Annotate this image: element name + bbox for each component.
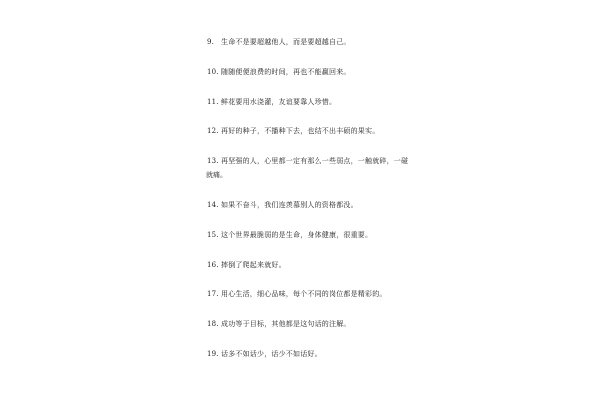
item-text: 再好的种子，不播种下去，也结不出丰硕的果实。 <box>221 127 380 135</box>
item-text: 鲜花要用水浇灌，友谊要靠人珍惜。 <box>221 98 337 106</box>
list-item <box>207 156 408 166</box>
item-number: 11. <box>207 98 219 106</box>
item-text: 再坚强的人，心里都一定有那么一些弱点，一触就碎，一碰 <box>221 157 409 165</box>
list-item <box>207 230 372 240</box>
item-number: 12. <box>207 127 219 135</box>
item-text: 用心生活，细心品味，每个不同的岗位都是精彩的。 <box>221 290 387 298</box>
item-number: 9. <box>207 38 215 46</box>
item-text: 生命不是要超越他人，而是要超越自己。 <box>221 38 351 46</box>
item-text: 话多不如话少，话少不如话好。 <box>221 350 322 358</box>
item-number: 15. <box>207 231 219 239</box>
list-item <box>207 67 351 77</box>
item-number: 10. <box>207 68 219 76</box>
list-item <box>207 200 358 210</box>
item-number: 13. <box>207 157 219 165</box>
item-number: 14. <box>207 201 219 209</box>
list-item <box>207 97 336 107</box>
list-item <box>207 260 286 270</box>
item-text: 这个世界最脆弱的是生命，身体健康，很重要。 <box>221 231 373 239</box>
item-number: 17. <box>207 290 219 298</box>
list-item <box>207 319 351 329</box>
list-item <box>207 349 322 359</box>
list-item <box>207 289 387 299</box>
item-number: 16. <box>207 261 219 269</box>
item-text: 如果不奋斗，我们连羡慕别人的资格都没。 <box>221 201 358 209</box>
item-text: 成功等于目标，其他都是这句话的注解。 <box>221 320 351 328</box>
item-text: 随随便便浪费的时间，再也不能赢回来。 <box>221 68 351 76</box>
item-number: 18. <box>207 320 219 328</box>
list-item <box>207 126 379 136</box>
item-number: 19. <box>207 350 219 358</box>
list-item <box>207 37 351 47</box>
item-text: 摔倒了爬起来就好。 <box>221 261 286 269</box>
list-item-continuation: 就痛。 <box>206 171 227 179</box>
